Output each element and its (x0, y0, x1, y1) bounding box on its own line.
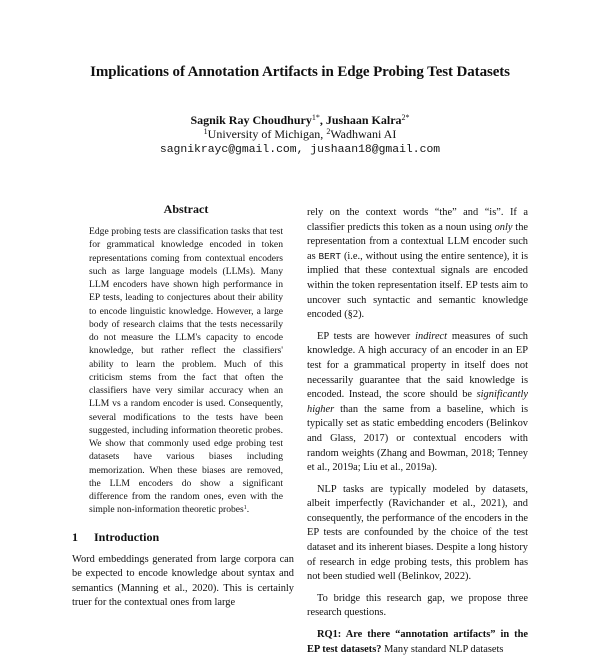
intro-paragraph-1: Word embeddings generated from large corpora can be expected to encode knowledge about syntax and semantics (Manning et al., 2020). This is certainly truer for the contextual ones from large (72, 553, 294, 609)
author-2-mark: 2* (401, 113, 410, 122)
section-number: 1 (72, 529, 78, 544)
right-paragraph-2 (307, 330, 528, 476)
author-emails: sagnikrayc@gmail.com, jushaan18@gmail.com (159, 144, 441, 156)
right-p1-text-c: (i.e., without using the entire sentence), it is implied that these contextual signals are encoded within the token representation itself. EP tests aim to uncover such syntactic and semantic knowledge encoded (§2). (307, 250, 528, 321)
research-question-1 (307, 628, 528, 657)
emphasis-only: only (494, 221, 513, 233)
section-heading-introduction (72, 530, 294, 545)
right-p2-text-b: measures of such knowledge. A high accuracy of an encoder in an EP test for a grammatical property in itself does not necessarily guarantee that the said knowledge is encoded. Instead, the score should be (307, 330, 529, 401)
right-p1-text-b: the representation from a contextual LLM encoder such as (307, 221, 528, 262)
author-separator: , (319, 113, 326, 127)
author-1-name: Sagnik Ray Choudhury (190, 113, 312, 127)
author-2-name: Jushaan Kalra (325, 113, 402, 127)
right-p2-text-c: than the same from a baseline, which is typically set as static embedding encoders (Belinkov and Glass, 2017) or contextual encoders with random weights (Zhang and Bowman, 2018; Tenney et al., 2019a; Liu et al., 2019a). (307, 403, 528, 474)
emphasis-indirect: indirect (415, 330, 448, 342)
affiliation-2-mark: 2 (326, 127, 331, 136)
emphasis-significantly-higher: significantly higher (307, 389, 528, 415)
abstract-end: . (246, 504, 250, 516)
footnote-mark: 1 (243, 505, 247, 512)
left-column (72, 202, 294, 611)
abstract-body-text: Edge probing tests are classification tasks that test for grammatical knowledge encoded in token representations coming from contextual encoders such as large language models (LLMs). Many LLM encoders have shown high performance in EP tests, leading to conjectures about their ability to encode linguistic knowledge. However, a large body of research claims that the tests necessarily do not measure the LLM's capacity to encode knowledge, but rather reflect the classifiers' ability to learn the problem. Much of this criticism stems from the fact that often the classifiers have very similar accuracy when an LLM vs a random encoder is used. Consequently, several modifications to the tests have been suggested, including information theoretic probes. We show that commonly used edge probing test datasets have various biases including memorization. When these biases are removed, the LLM encoders do show a significant difference from the random ones, even with the simple non-information theoretic probes (89, 226, 283, 516)
right-p1-text-a: rely on the context words “the” and “is”. If a classifier predicts this token as a noun using (307, 207, 528, 233)
bert-code-term: BERT (318, 250, 342, 262)
author-block (0, 113, 600, 157)
affiliation-1: University of Michigan, (207, 127, 327, 141)
affiliation-1-mark: 1 (203, 127, 208, 136)
rq1-text: Many standard NLP datasets (381, 643, 504, 655)
right-p2-text-a: EP tests are however (317, 330, 416, 342)
paper-title: Implications of Annotation Artifacts in Edge Probing Test Datasets (90, 64, 510, 80)
affiliations (0, 127, 600, 141)
author-names (0, 113, 600, 127)
author-1-mark: 1* (311, 113, 320, 122)
affiliation-2: Wadhwani AI (330, 127, 397, 141)
rq1-label: RQ1: Are there “annotation artifacts” in the EP test datasets? (307, 629, 528, 655)
abstract-text (89, 225, 283, 517)
section-title: Introduction (94, 529, 160, 544)
abstract-heading: Abstract (163, 202, 209, 216)
right-paragraph-3: NLP tasks are typically modeled by datasets, albeit imperfectly (Ravichander et al., 2021), and consequently, the performance of the encoders in the EP tests are confounded by the choice of the test dataset and its inherent biases. Despite a long history of research in edge probing tests, this problem has not been studied well (Belinkov, 2022). (307, 483, 528, 583)
right-paragraph-1 (307, 206, 528, 323)
right-paragraph-4: To bridge this research gap, we propose three research questions. (307, 592, 528, 619)
right-column (307, 206, 528, 657)
